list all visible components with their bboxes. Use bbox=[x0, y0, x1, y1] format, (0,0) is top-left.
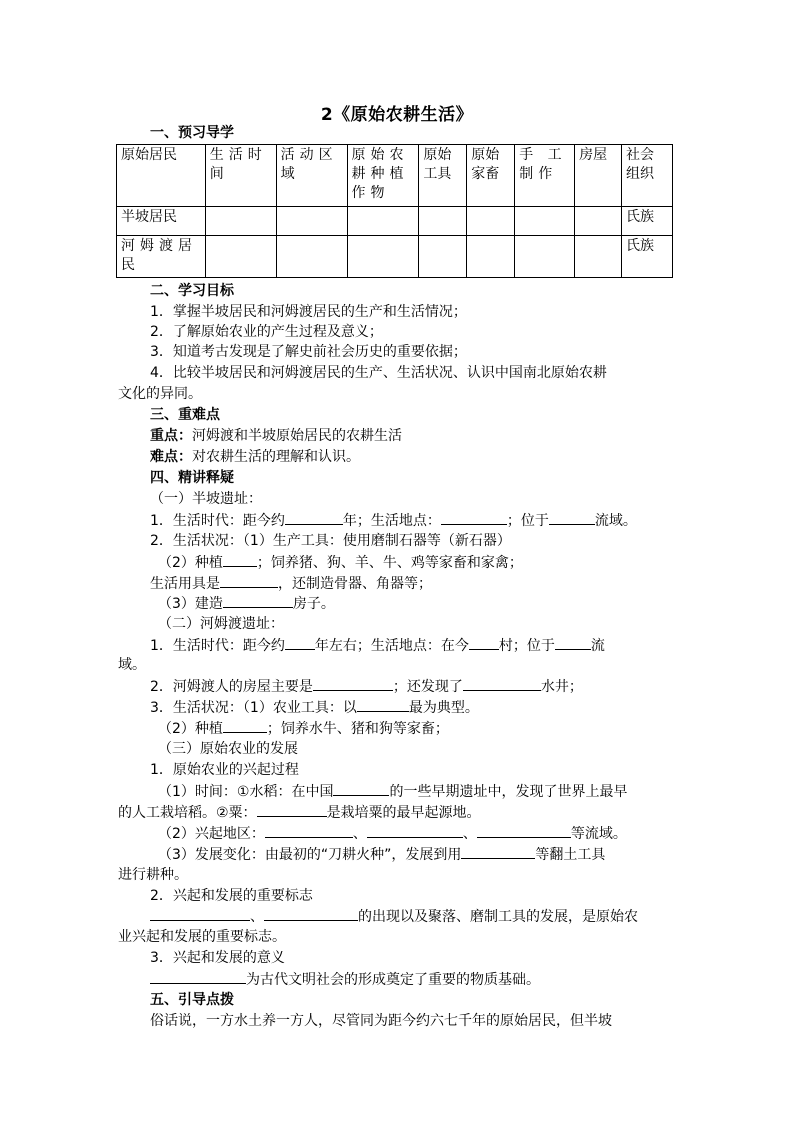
fill-blank[interactable] bbox=[463, 677, 541, 691]
objective-item: 2．了解原始农业的产生过程及意义； bbox=[150, 324, 383, 340]
hemudu-era-line: 1．生活时代：距今约 年左右；生活地点：在今 村；位于 流 bbox=[150, 638, 605, 654]
agriculture-time-line: （1）时间：①水稻：在中国 的一些早期遗址中，发现了世界上最早 bbox=[158, 784, 628, 800]
header-cell: 原始居民 bbox=[117, 145, 206, 207]
banpo-house-line: （3）建造 房子。 bbox=[158, 596, 335, 612]
objective-item: 1．掌握半坡居民和河姆渡居民的生产和生活情况； bbox=[150, 304, 467, 320]
page-title: 2《原始农耕生活》 bbox=[320, 105, 474, 125]
table-cell bbox=[575, 207, 622, 236]
table-cell bbox=[515, 207, 575, 236]
table-cell bbox=[467, 207, 515, 236]
table-cell bbox=[276, 236, 347, 278]
hemudu-crop-line: （2）种植 ；饲养水牛、猪和狗等家畜； bbox=[158, 721, 449, 737]
table-cell bbox=[347, 207, 419, 236]
hemudu-subheading: （二）河姆渡遗址： bbox=[158, 616, 284, 632]
header-cell: 活动区域 bbox=[276, 145, 347, 207]
agriculture-sign-line-continued: 业兴起和发展的重要标志。 bbox=[118, 929, 286, 945]
fill-blank[interactable] bbox=[441, 511, 507, 525]
fill-blank[interactable] bbox=[285, 511, 343, 525]
key-point-text: 河姆渡和半坡原始居民的农耕生活 bbox=[192, 428, 402, 444]
table-row bbox=[117, 207, 673, 236]
fill-blank[interactable] bbox=[223, 553, 257, 567]
section-4-heading: 四、精讲释疑 bbox=[150, 470, 234, 486]
guidance-paragraph: 俗话说，一方水土养一方人，尽管同为距今约六七千年的原始居民，但半坡 bbox=[150, 1013, 612, 1029]
table-cell: 氏族 bbox=[622, 207, 673, 236]
banpo-subheading: （一）半坡遗址： bbox=[150, 491, 262, 507]
fill-blank[interactable] bbox=[265, 824, 353, 838]
fill-blank[interactable] bbox=[313, 677, 393, 691]
objective-item-continued: 文化的异同。 bbox=[118, 386, 202, 402]
difficult-point bbox=[150, 448, 360, 466]
fill-blank[interactable] bbox=[477, 824, 571, 838]
fill-blank[interactable] bbox=[461, 845, 535, 859]
header-cell: 手 工制作 bbox=[515, 145, 575, 207]
header-cell: 生活时间 bbox=[205, 145, 276, 207]
fill-blank[interactable] bbox=[285, 636, 315, 650]
table-cell: 半坡居民 bbox=[117, 207, 206, 236]
fill-blank[interactable] bbox=[549, 511, 595, 525]
section-3-heading: 三、重难点 bbox=[150, 407, 220, 423]
table-cell bbox=[347, 236, 419, 278]
fill-blank[interactable] bbox=[220, 574, 278, 588]
agriculture-subheading: （三）原始农业的发展 bbox=[158, 741, 298, 757]
objective-item: 3．知道考古发现是了解史前社会历史的重要依据； bbox=[150, 344, 467, 360]
agriculture-meaning-line: 为古代文明社会的形成奠定了重要的物质基础。 bbox=[150, 970, 540, 989]
difficult-point-label: 难点： bbox=[150, 449, 192, 465]
table-cell: 氏族 bbox=[622, 236, 673, 278]
table-cell bbox=[205, 207, 276, 236]
comparison-table bbox=[116, 144, 673, 278]
header-cell: 房屋 bbox=[575, 145, 622, 207]
hemudu-tool-line: 3．生活状况：（1）农业工具：以 最为典型。 bbox=[150, 700, 479, 716]
fill-blank[interactable] bbox=[223, 594, 293, 608]
section-5-heading: 五、引导点拨 bbox=[150, 992, 234, 1008]
agriculture-change-line-continued: 进行耕种。 bbox=[118, 867, 188, 883]
table-row bbox=[117, 236, 673, 278]
key-point bbox=[150, 427, 402, 445]
header-cell: 社会组织 bbox=[622, 145, 673, 207]
fill-blank[interactable] bbox=[469, 636, 499, 650]
hemudu-house-line: 2．河姆渡人的房屋主要是 ；还发现了 水井； bbox=[150, 679, 583, 695]
agriculture-time-line-continued: 的人工栽培稻。②粟： 是栽培粟的最早起源地。 bbox=[118, 805, 481, 821]
section-1-heading: 一、预习导学 bbox=[150, 125, 234, 141]
key-point-label: 重点： bbox=[150, 428, 192, 444]
agriculture-change-line: （3）发展变化：由最初的“刀耕火种”，发展到用 等翻土工具 bbox=[158, 847, 606, 863]
fill-blank[interactable] bbox=[264, 907, 358, 921]
fill-blank[interactable] bbox=[223, 719, 267, 733]
agriculture-sign-heading: 2．兴起和发展的重要标志 bbox=[150, 888, 313, 904]
table-cell bbox=[419, 207, 467, 236]
fill-blank[interactable] bbox=[150, 907, 250, 921]
table-cell bbox=[276, 207, 347, 236]
hemudu-era-line-continued: 域。 bbox=[118, 657, 146, 673]
banpo-utensil-line: 生活用具是 ，还制造骨器、角器等； bbox=[150, 576, 432, 592]
fill-blank[interactable] bbox=[357, 698, 409, 712]
section-2-heading: 二、学习目标 bbox=[150, 283, 234, 299]
table-cell: 河姆渡居民 bbox=[117, 236, 206, 278]
table-cell bbox=[205, 236, 276, 278]
fill-blank[interactable] bbox=[257, 803, 327, 817]
banpo-crop-line: （2）种植 ；饲养猪、狗、羊、牛、鸡等家畜和家禽； bbox=[158, 555, 523, 571]
fill-blank[interactable] bbox=[367, 824, 463, 838]
table-cell bbox=[419, 236, 467, 278]
agriculture-rise-heading: 1．原始农业的兴起过程 bbox=[150, 762, 299, 778]
banpo-life-line: 2．生活状况：（1）生产工具：使用磨制石器等（新石器） bbox=[150, 533, 511, 549]
fill-blank[interactable] bbox=[555, 636, 591, 650]
agriculture-region-line: （2）兴起地区： 、 、 等流域。 bbox=[158, 826, 627, 842]
header-cell: 原始农耕种植作物 bbox=[347, 145, 419, 207]
header-cell: 原始工具 bbox=[419, 145, 467, 207]
header-cell: 原始家畜 bbox=[467, 145, 515, 207]
table-cell bbox=[515, 236, 575, 278]
table-cell bbox=[467, 236, 515, 278]
agriculture-sign-line: 、 的出现以及聚落、磨制工具的发展，是原始农 bbox=[150, 907, 638, 926]
table-header-row bbox=[117, 145, 673, 207]
banpo-era-line: 1．生活时代：距今约 年；生活地点： ；位于 流域。 bbox=[150, 513, 637, 529]
agriculture-meaning-heading: 3．兴起和发展的意义 bbox=[150, 950, 285, 966]
fill-blank[interactable] bbox=[150, 970, 246, 984]
difficult-point-text: 对农耕生活的理解和认识。 bbox=[192, 449, 360, 465]
table-cell bbox=[575, 236, 622, 278]
fill-blank[interactable] bbox=[333, 782, 389, 796]
objective-item: 4．比较半坡居民和河姆渡居民的生产、生活状况、认识中国南北原始农耕 bbox=[150, 365, 607, 381]
